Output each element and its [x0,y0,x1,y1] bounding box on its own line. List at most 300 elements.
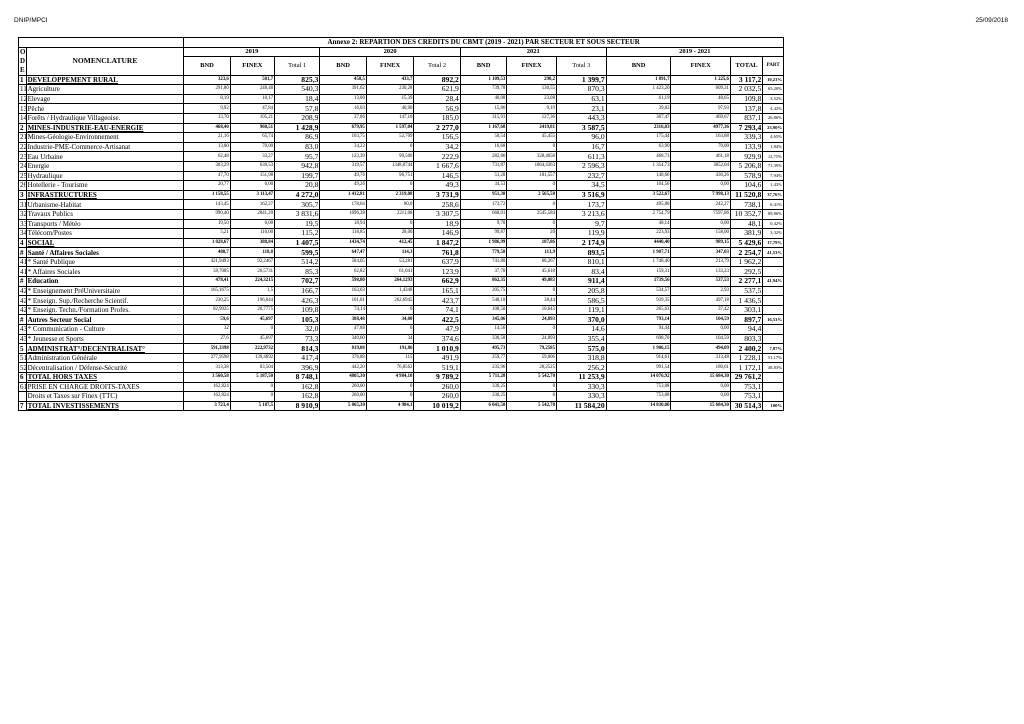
row-value: 130,55 [507,85,557,95]
row-value: 1 597,04 [366,123,414,133]
row-value: 330,3 [556,382,606,392]
row-value: 68,267 [507,257,557,267]
row-value: 388,84 [230,238,274,248]
row-value: 892,2 [414,75,460,85]
row-value: 5 187,50 [230,373,274,383]
row-value: 262,6945 [366,296,414,306]
row-value: 1 667,6 [414,161,460,171]
row-value: 181,557 [507,171,557,181]
row-value: 501,7 [230,75,274,85]
row-part: 7,94% [763,171,784,181]
row-value: 497,18 [671,296,730,306]
row-value: 45,455 [507,133,557,143]
code-header-letter: O [20,47,26,56]
row-label: Transports / Météo [26,219,184,229]
row-value: 6 041,50 [460,401,506,411]
row-value: 0 [366,181,414,191]
row-value: 165,1 [414,286,460,296]
row-label: * Communication - Culture [26,325,184,335]
row-label: Urbanisme-Habitat [26,200,184,210]
row-value: 15,86 [460,104,506,114]
row-value: 495,80 [606,200,671,210]
row-part: 48,83% [763,363,784,373]
row-value: 960,51 [230,123,274,133]
row-value: 0 [507,286,557,296]
row-value: 166,7 [275,286,320,296]
row-value: 1864,4363 [507,161,557,171]
row-value: 19,5 [275,219,320,229]
col-header: FINEX [507,57,557,75]
row-value: 370,0 [556,315,606,325]
table-row [19,382,784,392]
row-value: 20 [507,229,557,239]
row-value: 330,25 [460,392,506,402]
row-value: 222,9 [414,152,460,162]
row-code: 33 [20,219,27,228]
row-value: 83,504 [230,363,274,373]
row-value: 235,96 [460,363,506,373]
row-label: * Enseign. Sup./Recherche Scientif. [26,296,184,306]
row-value: 258,6 [414,200,460,210]
row-value: 47,84 [230,104,274,114]
row-value: 0,00 [671,382,730,392]
row-value: 469,67 [671,113,730,123]
row-part: 23,90% [763,123,784,133]
row-value: 156,5 [414,133,460,143]
row-value: 330,3 [556,392,606,402]
row-value: 5 542,70 [507,401,557,411]
row-value: 49,76 [320,171,366,181]
row-value: 303,1 [730,305,762,315]
row-value: 2 400,2 [730,344,762,354]
row-value: 1 906,15 [606,344,671,354]
row-value: 10 352,7 [730,209,762,219]
row-value: 37,86 [320,113,366,123]
row-value: 11 584,20 [556,401,606,411]
row-value: 230,25 [184,296,230,306]
row-part: 1,43% [763,181,784,191]
row-value: 5 187,5 [230,401,274,411]
row-value: 1 962,2 [730,257,762,267]
row-value: 1 847,2 [414,238,460,248]
row-value: 4 984,10 [366,373,414,383]
table-row [19,229,784,239]
table-row [19,94,784,104]
corner-cell [26,38,184,48]
row-value: 637,9 [414,257,460,267]
row-code: 7 [19,401,27,411]
row-value: 3852,04 [671,161,730,171]
row-value: 0,00 [671,392,730,402]
row-value: 265,63 [606,305,671,315]
row-value: 73,3 [275,334,320,344]
row-value: 340,60 [320,334,366,344]
row-value: 223,93 [606,229,671,239]
row-value: 313,38 [184,363,230,373]
row-label: Industrie-PME-Commerce-Artisanat [26,142,184,152]
row-value: 65,74 [230,133,274,143]
row-value: 133,9 [730,142,762,152]
row-value: 1 436,5 [730,296,762,306]
row-value: 433,7 [366,75,414,85]
row-value: 85,3 [275,267,320,277]
row-value: 113,9 [507,248,557,258]
row-value: 28,00 [366,229,414,239]
row-part: 1,84% [763,142,784,152]
row-label: Administration Générale [26,353,184,363]
row-value: 33,27 [230,152,274,162]
table-row [19,286,784,296]
row-value: 4805,30 [320,373,366,383]
row-value: 39,82 [606,104,671,114]
row-value: 92,2467 [230,257,274,267]
row-value: 0 [507,382,557,392]
row-part: 7,87% [763,344,784,354]
row-value: 10,643 [507,305,557,315]
row-label: Droits et Taxes sur Finex (TTC) [26,392,184,402]
row-value: 738,1 [730,200,762,210]
year-header-2019-2021: 2019 - 2021 [606,47,783,57]
row-value: 803,3 [730,334,762,344]
row-value: 199,7 [275,171,320,181]
row-value: 14 076,92 [606,373,671,383]
row-value: 345,06 [460,315,506,325]
row-value: 2841,20 [230,209,274,219]
row-value: 34,2 [414,142,460,152]
row-value: 99,87 [460,229,506,239]
row-value: 548,10 [460,296,506,306]
row-value: 37,42 [671,305,730,315]
row-value: 2 565,58 [507,190,557,200]
row-value: 205,8 [556,286,606,296]
table-row [19,277,784,287]
row-value: 990,40 [184,209,230,219]
col-header: Total 3 [556,57,606,75]
row-value: 162,824 [184,392,230,402]
table-row [19,219,784,229]
row-label: TOTAL HORS TAXES [26,373,184,383]
row-value: 110,00 [230,229,274,239]
row-code: 5 [19,344,27,354]
row-label: Décentralisation / Défense-Sécurité [26,363,184,373]
row-value: 1 907,71 [606,248,671,258]
row-code: 34 [20,229,27,238]
row-value: 323,6 [184,75,230,85]
table-row [19,200,784,210]
row-value: 24,893 [507,315,557,325]
row-value: 13,70 [184,113,230,123]
row-value: 14,6 [556,325,606,335]
row-value: 2 277,0 [414,123,460,133]
row-value: 9,7 [556,219,606,229]
table-row [19,305,784,315]
row-label: * Santé Publique [26,257,184,267]
row-value: 0 [366,325,414,335]
row-value: 180,61 [671,363,730,373]
row-value: 48,65 [671,94,730,104]
row-value: 862,35 [460,277,506,287]
row-value: 146,5 [414,171,460,181]
row-code [19,392,27,402]
row-value: 423,7 [414,296,460,306]
row-value: 196,044 [230,296,274,306]
row-value: 417,4 [275,353,320,363]
row-value: 0 [507,392,557,402]
table-row [19,113,784,123]
table-row [19,248,784,258]
row-value: 1348,0744 [366,161,414,171]
row-value: 9 789,2 [414,373,460,383]
row-value: 495,73 [460,344,506,354]
row-value: 2 596,3 [556,161,606,171]
row-value: 115 [366,353,414,363]
table-row [19,123,784,133]
row-value: 388,48 [320,315,366,325]
row-value: 159,31 [606,267,671,277]
row-value: 62,48 [184,152,230,162]
row-value: 14 830,00 [606,401,671,411]
row-value: 26,5731 [230,267,274,277]
row-value: 76,8562 [366,363,414,373]
row-value: 4 984,1 [366,401,414,411]
row-value: 165,1675 [184,286,230,296]
row-label: * Enseignement PréUniversitaire [26,286,184,296]
row-label: Energie [26,161,184,171]
row-value: 584,65 [320,257,366,267]
table-row [19,267,784,277]
row-value: 260,0 [414,382,460,392]
row-value: 83,4 [556,267,606,277]
row-value: 123,39 [320,152,366,162]
row-code: 11 [20,85,27,94]
row-value: 1 172,1 [730,363,762,373]
table-row [19,161,784,171]
row-value: 70,00 [230,142,274,152]
row-value: 2419,81 [507,123,557,133]
row-value: 47,70 [184,171,230,181]
row-value: 7597,86 [671,209,730,219]
row-value: 18,4 [275,94,320,104]
row-value: 819,08 [320,344,366,354]
row-value: 53,281 [366,257,414,267]
row-value: 21,16 [184,133,230,143]
row-part: 3,32% [763,229,784,239]
row-value: 412,45 [366,238,414,248]
row-value: 16,03 [320,104,366,114]
row-value: 47,9 [414,325,460,335]
row-part: 89,86% [763,209,784,219]
row-value: 58,7085 [184,267,230,277]
row-value: 3 307,5 [414,209,460,219]
row-value: 793,14 [606,315,671,325]
row-value: 1 407,5 [275,238,320,248]
row-value: 96,751 [366,171,414,181]
row-value: 9,70 [460,219,506,229]
row-part [763,334,784,344]
row-part [763,325,784,335]
row-value: 119,1 [556,305,606,315]
row-value: 104,56 [606,181,671,191]
col-header: FINEX [671,57,730,75]
row-value: 1 891,7 [606,75,671,85]
row-value: 191,86 [366,344,414,354]
row-code: 21 [20,133,27,142]
row-value: 34,22 [320,142,366,152]
row-value: 104,6 [730,181,762,191]
row-code: 23 [20,152,27,161]
row-part: 16,53% [763,315,784,325]
row-value: 16,7 [556,142,606,152]
row-value: 49,26 [320,181,366,191]
table-row [19,104,784,114]
table-row [19,353,784,363]
row-code: 42 [20,296,27,305]
row-value: 1 028,67 [184,238,230,248]
row-part [763,392,784,402]
row-value: 621,9 [414,85,460,95]
row-value: 0 [366,219,414,229]
col-header: BND [320,57,366,75]
row-value: 10 019,2 [414,401,460,411]
row-value: 647,47 [320,248,366,258]
row-value: 3 831,6 [275,209,320,219]
row-value: 40,90 [366,104,414,114]
table-row [19,257,784,267]
row-value: 2 032,5 [730,85,762,95]
row-label: Education [26,277,184,287]
budget-table [18,37,784,411]
row-value: 96,0 [556,133,606,143]
row-label: SOCIAL [26,238,184,248]
row-value: 260,00 [320,382,366,392]
row-value: 5 429,6 [730,238,762,248]
row-value: 4977,36 [671,123,730,133]
row-value: 34 [366,334,414,344]
row-value: 185,0 [414,113,460,123]
row-value: 611,3 [556,152,606,162]
row-value: 396,9 [275,363,320,373]
row-code: 14 [20,114,27,123]
row-value: 63,90 [606,142,671,152]
row-value: 575,0 [556,344,606,354]
row-value: 599,5 [275,248,320,258]
row-label: Pêche [26,104,184,114]
row-value: 2 254,7 [730,248,762,258]
row-value: 80,0 [366,200,414,210]
row-value: 347,03 [671,248,730,258]
row-value: 292,5 [730,267,762,277]
row-value: 376,88 [320,353,366,363]
row-code: 31 [20,200,27,209]
table-row [19,85,784,95]
row-value: 458,5 [320,75,366,85]
row-code: 3 [19,190,27,200]
table-row [19,315,784,325]
row-value: 213,79 [671,257,730,267]
row-value: 104,59 [671,315,730,325]
row-value: 123,9 [414,267,460,277]
row-value: 20,77 [184,181,230,191]
row-value: 731,87 [460,161,506,171]
row-value: 147,10 [366,113,414,123]
row-value: 7 998,13 [671,190,730,200]
row-value: 232,7 [556,171,606,181]
col-header: FINEX [230,57,274,75]
row-value: 837,1 [730,113,762,123]
table-row [19,238,784,248]
row-value: 23,1 [556,104,606,114]
row-label: Elevage [26,94,184,104]
row-value: 8 910,9 [275,401,320,411]
row-value: 7 293,4 [730,123,762,133]
row-value: 367,47 [606,113,671,123]
row-value: 753,08 [606,382,671,392]
row-value: 133,23 [671,267,730,277]
row-value: 422,5 [414,315,460,325]
row-value: 161,01 [320,296,366,306]
row-value: 668,01 [460,209,506,219]
row-value: 461,18 [671,152,730,162]
row-value: 1 109,53 [460,75,506,85]
table-row [19,344,784,354]
row-part: 37,76% [763,190,784,200]
row-value: 48,14 [606,219,671,229]
row-value: 3 213,6 [556,209,606,219]
row-value: 478,41 [184,277,230,287]
row-value: 5 065,30 [320,401,366,411]
row-part [763,382,784,392]
row-value: 282,86 [460,152,506,162]
row-value: 0 [366,305,414,315]
row-value: 277,9598 [184,353,230,363]
row-value: 942,8 [275,161,320,171]
row-value: 74,14 [320,305,366,315]
row-code: 42 [20,306,27,315]
row-value: 49,3 [414,181,460,191]
row-code: # [19,277,27,287]
row-value: 1 010,9 [414,344,460,354]
table-title: Annexe 2: REPARTION DES CREDITS DU CBMT (2019 - 2021) PAR SECTEUR ET SOUS SECTEUR [184,38,784,48]
row-value: 2 174,9 [556,238,606,248]
row-value: 32,0 [275,325,320,335]
table-row [19,133,784,143]
row-value: 51,20 [460,171,506,181]
row-value: 291,80 [184,85,230,95]
row-value: 248,48 [230,85,274,95]
row-value: 1 748,40 [606,257,671,267]
row-part: 41,94% [763,277,784,287]
row-value: 662,9 [414,277,460,287]
row-label: * Enseign. Techn./Formation Profes. [26,305,184,315]
col-header: Total 2 [414,57,460,75]
row-label: ADMINISTRAT°/DECENTRALISAT° [26,344,184,354]
row-value: 702,7 [275,277,320,287]
row-value: 330,25 [460,382,506,392]
row-value: 911,4 [556,277,606,287]
row-value: 0 [507,142,557,152]
row-code: 2 [19,123,27,133]
row-value: 49,083 [507,277,557,287]
row-value: 5 711,28 [460,373,506,383]
row-value: 95,7 [275,152,320,162]
row-value: 1 158,55 [184,190,230,200]
row-value: 13,00 [320,94,366,104]
row-value: 480,7 [184,248,230,258]
row-value: 108,50 [460,305,506,315]
row-value: 9,92 [184,104,230,114]
row-value: 32 [184,325,230,335]
row-value: 24,893 [507,334,557,344]
